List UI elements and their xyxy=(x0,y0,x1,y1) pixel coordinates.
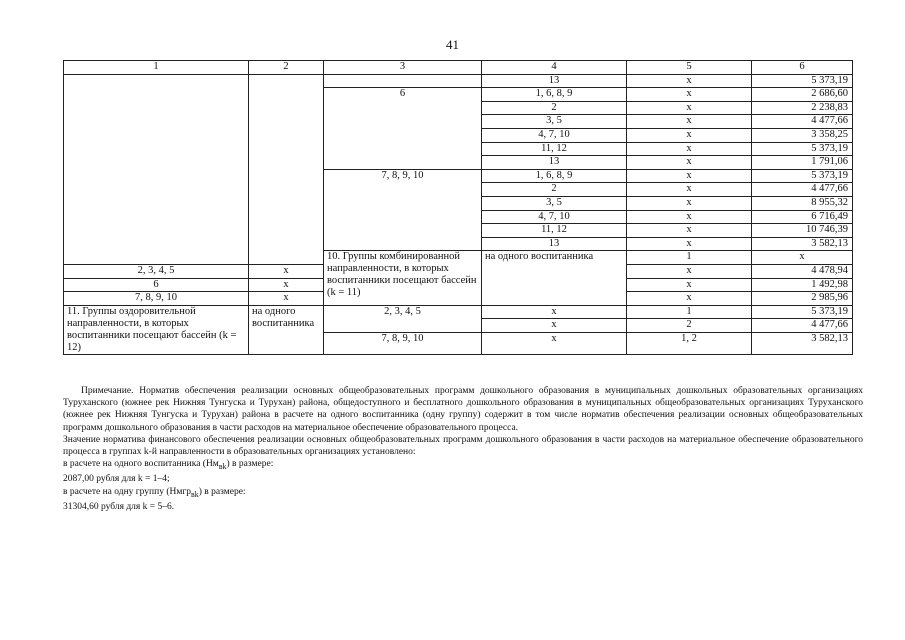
value-cell: 2 686,60 xyxy=(752,88,853,102)
col5-cell: x xyxy=(627,278,752,292)
unit-cell: на одного воспитанника xyxy=(482,251,627,305)
k-cell: 13 xyxy=(482,156,627,170)
value-cell: 2 238,83 xyxy=(752,101,853,115)
value-cell: 10 746,39 xyxy=(752,224,853,238)
k-cell: x xyxy=(482,332,627,354)
col5-cell: x xyxy=(627,142,752,156)
value-cell: 4 477,66 xyxy=(752,183,853,197)
col5-cell: x xyxy=(627,101,752,115)
col5-cell: x xyxy=(627,224,752,238)
k-cell: 2 xyxy=(482,101,627,115)
k-cell: 3, 5 xyxy=(482,115,627,129)
header-cell: 6 xyxy=(752,61,853,75)
k-cell: 13 xyxy=(482,237,627,251)
header-cell: 1 xyxy=(64,61,249,75)
subgroup-cell: 2, 3, 4, 5 xyxy=(324,305,482,332)
note-text: ) в размере: xyxy=(198,486,246,497)
value-cell: 3 582,13 xyxy=(752,332,853,354)
value-cell: 4 477,66 xyxy=(752,319,853,333)
subgroup-cell: 6 xyxy=(64,278,249,292)
col5-cell: 1 xyxy=(627,305,752,319)
col5-cell: x xyxy=(627,156,752,170)
header-cell: 4 xyxy=(482,61,627,75)
col5-cell: x xyxy=(627,237,752,251)
k-cell: 4, 7, 10 xyxy=(482,128,627,142)
k-cell: x xyxy=(752,251,853,265)
header-cell: 5 xyxy=(627,61,752,75)
value-cell: 4 478,94 xyxy=(752,264,853,278)
value-cell: 8 955,32 xyxy=(752,196,853,210)
value-cell: 5 373,19 xyxy=(752,169,853,183)
subgroup-cell: 6 xyxy=(324,88,482,170)
value-cell: 3 358,25 xyxy=(752,128,853,142)
footnote xyxy=(63,385,863,513)
col5-cell: x xyxy=(627,128,752,142)
note-line xyxy=(63,458,863,473)
k-cell: x xyxy=(249,292,324,306)
k-cell: 3, 5 xyxy=(482,196,627,210)
k-cell: 13 xyxy=(482,74,627,88)
note-line: 2087,00 рубля для k = 1–4; xyxy=(63,474,170,485)
value-cell: 5 373,19 xyxy=(752,74,853,88)
k-cell: 11, 12 xyxy=(482,224,627,238)
note-line: 31304,60 рубля для k = 5–6. xyxy=(63,501,175,512)
unit-cell: на одного воспитанника xyxy=(249,305,324,354)
note-subscript: вk xyxy=(191,489,199,499)
col5-cell: x xyxy=(627,183,752,197)
value-cell: 6 716,49 xyxy=(752,210,853,224)
col5-cell: x xyxy=(627,264,752,278)
col5-cell: 1, 2 xyxy=(627,332,752,354)
value-cell: 3 582,13 xyxy=(752,237,853,251)
note-paragraph: Примечание. Норматив обеспечения реализации основных общеобразовательных программ дошкольного образования в муниципальных дошкольных образовательных организациях Туруханского (южнее рек Нижняя Тунгуска и Турухан) района, общедоступного и бесплатного дошкольного образования в муниципальных общеобразовательных организациях Туруханского (южнее рек Нижняя Тунгуска и Турухан) района в расчете на одного воспитанника (одну группу) содержит в том числе норматив обеспечения реализации основных общеобразовательных программ дошкольного образования в части расходов на материальное обеспечение образовательного процесса. xyxy=(63,386,863,433)
table-row xyxy=(64,74,853,88)
col5-cell: x xyxy=(627,292,752,306)
col5-cell: x xyxy=(627,115,752,129)
group-label-cell: 10. Группы комбинированной направленности, в которых воспитанники посещают бассейн (k = 11) xyxy=(324,251,482,305)
k-cell: 11, 12 xyxy=(482,142,627,156)
note-subscript: вk xyxy=(218,462,227,472)
header-cell: 2 xyxy=(249,61,324,75)
table-header-row xyxy=(64,61,853,75)
note-text: в расчете на одну группу (Нмгр xyxy=(63,486,192,497)
k-cell: x xyxy=(482,305,627,319)
k-cell: 1, 6, 8, 9 xyxy=(482,88,627,102)
subgroup-cell: 1 xyxy=(627,251,752,265)
col5-cell: x xyxy=(627,196,752,210)
subgroup-cell: 7, 8, 9, 10 xyxy=(324,169,482,251)
value-cell: 1 492,98 xyxy=(752,278,853,292)
header-cell: 3 xyxy=(324,61,482,75)
value-cell: 5 373,19 xyxy=(752,305,853,319)
col5-cell: 2 xyxy=(627,319,752,333)
subgroup-cell: 2, 3, 4, 5 xyxy=(64,264,249,278)
subgroup-cell xyxy=(324,74,482,88)
note-text: ) в размере: xyxy=(226,459,274,470)
col5-cell: x xyxy=(627,88,752,102)
value-cell: 5 373,19 xyxy=(752,142,853,156)
group-label-cell xyxy=(64,74,249,264)
col5-cell: x xyxy=(627,74,752,88)
note-line xyxy=(63,486,863,501)
note-text: в расчете на одного воспитанника (Нм xyxy=(63,459,219,470)
value-cell: 2 985,96 xyxy=(752,292,853,306)
value-cell: 1 791,06 xyxy=(752,156,853,170)
note-paragraph: Значение норматива финансового обеспечения реализации основных общеобразовательных программ дошкольного образования в части расходов на материальное обеспечение образовательного процесса в группах k-й направленности в образовательных организациях установлено: xyxy=(63,434,863,458)
col5-cell: x xyxy=(627,210,752,224)
value-cell: 4 477,66 xyxy=(752,115,853,129)
page-number: 41 xyxy=(446,37,459,52)
group-label-cell: 11. Группы оздоровительной направленности, в которых воспитанники посещают бассейн (k = 12) xyxy=(64,305,249,354)
table-row xyxy=(64,305,853,319)
k-cell: x xyxy=(482,319,627,333)
normative-table xyxy=(63,60,853,355)
k-cell: 1, 6, 8, 9 xyxy=(482,169,627,183)
k-cell: x xyxy=(249,264,324,278)
k-cell: x xyxy=(249,278,324,292)
subgroup-cell: 7, 8, 9, 10 xyxy=(64,292,249,306)
col5-cell: x xyxy=(627,169,752,183)
k-cell: 4, 7, 10 xyxy=(482,210,627,224)
k-cell: 2 xyxy=(482,183,627,197)
unit-cell xyxy=(249,74,324,264)
subgroup-cell: 7, 8, 9, 10 xyxy=(324,332,482,354)
